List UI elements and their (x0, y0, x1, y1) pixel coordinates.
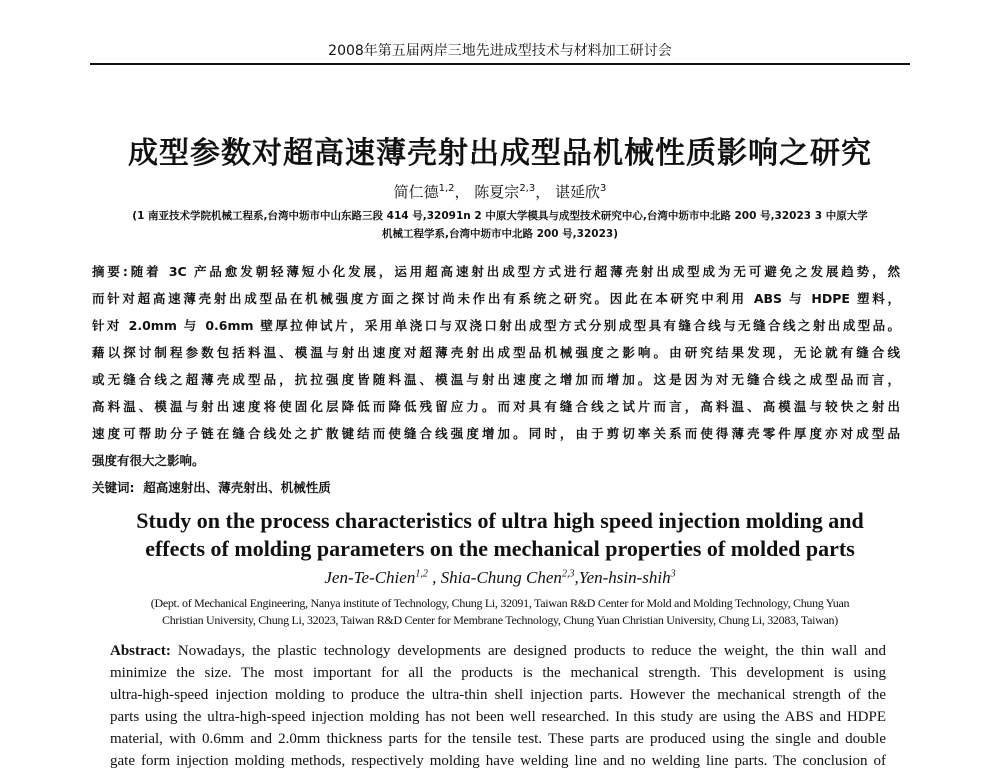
author-sup: 2,3 (561, 568, 575, 580)
author-sup: 3 (600, 183, 607, 194)
keywords-label: 关键词: (92, 480, 135, 495)
conference-header: 2008年第五届两岸三地先进成型技术与材料加工研讨会 (328, 43, 672, 59)
abstract-cn-line: 藉以探讨制程参数包括料温、模温与射出速度对超薄壳射出成型品机械强度之影响。由研究结果发现，无论就有缝合线 (92, 345, 900, 360)
title-cn: 成型参数对超高速薄壳射出成型品机械性质影响之研究 (128, 136, 872, 171)
abstract-cn-line: 而针对超高速薄壳射出成型品在机械强度方面之探讨尚未作出有系统之研究。因此在本研究中利用 ABS 与 HDPE 塑料， (92, 291, 900, 306)
authors-en (0, 568, 1000, 588)
affiliation-en-line: (Dept. of Mechanical Engineering, Nanya institute of Technology, Chung Li, 32091, Taiwan R&D Center for Mold and Molding Technology, Chung Yuan (150, 596, 850, 610)
author: Shia-Chung Chen (440, 568, 562, 587)
affiliation-cn-line: 机械工程学系,台湾中坜市中北路 200 号,32023) (381, 228, 619, 240)
author: 简仁德 (393, 183, 439, 201)
abstract-cn-line (92, 262, 900, 280)
abstract-cn-line: 高料温、模温与射出速度将使固化层降低而降低残留应力。而对具有缝合线之试片而言，高料温、高模温与较快之射出 (92, 399, 900, 414)
abstract-en-line: gate form injection molding methods, respectively molding have welding line and no welding line parts. The conclusion of (110, 753, 886, 769)
abstract-en-label: Abstract: (110, 643, 171, 659)
author: 陈夏宗 (474, 183, 520, 201)
abstract-cn-text: 随着 3C 产品愈发朝轻薄短小化发展，运用超高速射出成型方式进行超薄壳射出成型成为无可避免之发展趋势，然 (127, 264, 900, 279)
author: Jen-Te-Chien (324, 568, 416, 587)
title-en-line: effects of molding parameters on the mechanical properties of molded parts (145, 536, 855, 561)
keywords-text: 超高速射出、薄壳射出、机械性质 (143, 480, 331, 495)
author-sep: , (574, 568, 579, 587)
abstract-en-line: parts using the ultra-high-speed injection molding has not been well researched. In this study are using the ABS and HDPE (110, 709, 886, 725)
authors-cn: 简仁德$^{1,2}$， 陈夏宗$^{2,3}$， 谌延欣$^3$ (393, 183, 607, 201)
affiliation-cn-line: (1 南亚技术学院机械工程系,台湾中坜市中山东路三段 414 号,32091n 2 中原大学模具与成型技术研究中心,台湾中坜市中北路 200 号,32023 3 中原大学 (132, 210, 868, 222)
author-sup: 1,2 (415, 568, 428, 580)
author-sup: 2,3 (519, 183, 536, 194)
author-sup: 1,2 (438, 183, 455, 194)
abstract-cn-line: 速度可帮助分子链在缝合线处之扩散键结而使缝合线强度增加。同时，由于剪切率关系而使得薄壳零件厚度亦对成型品 (92, 426, 900, 441)
author-sep: , (427, 568, 441, 587)
abstract-cn-line: 针对 2.0mm 与 0.6mm 壁厚拉伸试片，采用单浇口与双浇口射出成型方式分别成型具有缝合线与无缝合线之射出成型品。 (92, 318, 900, 333)
abstract-cn-line: 或无缝合线之超薄壳成型品，抗拉强度皆随料温、模温与射出速度之增加而增加。这是因为对无缝合线之成型品而言， (92, 372, 900, 387)
abstract-en-line: ultra-high-speed injection molding to produce the ultra-thin shell injection parts. However the mechanical strength of the (110, 687, 886, 703)
author-sup: 3 (670, 568, 676, 580)
header-rule (90, 63, 910, 65)
author: 谌延欣 (555, 183, 601, 201)
title-en-line: Study on the process characteristics of ultra high speed injection molding and (136, 508, 864, 533)
abstract-cn-label: 摘要: (92, 264, 128, 279)
abstract-cn-line: 强度有很大之影响。 (92, 453, 205, 468)
abstract-en-line: minimize the size. The most important for all the products is the mechanical strength. This development is using (110, 665, 886, 681)
keywords-cn (92, 478, 900, 496)
affiliation-en-line: Christian University, Chung Li, 32023, Taiwan R&D Center for Membrane Technology, Chung Yuan Christian University, Chung Li, 32083, Taiwan) (162, 613, 838, 627)
author: Yen-hsin-shih (578, 568, 671, 587)
abstract-en-text: Nowadays, the plastic technology developments are designed products to reduce the weight, the thin wall and (170, 643, 886, 659)
abstract-en-line (110, 643, 886, 660)
abstract-en-line: material, with 0.6mm and 2.0mm thickness parts for the tensile test. These parts are produced using the single and double (110, 731, 886, 747)
